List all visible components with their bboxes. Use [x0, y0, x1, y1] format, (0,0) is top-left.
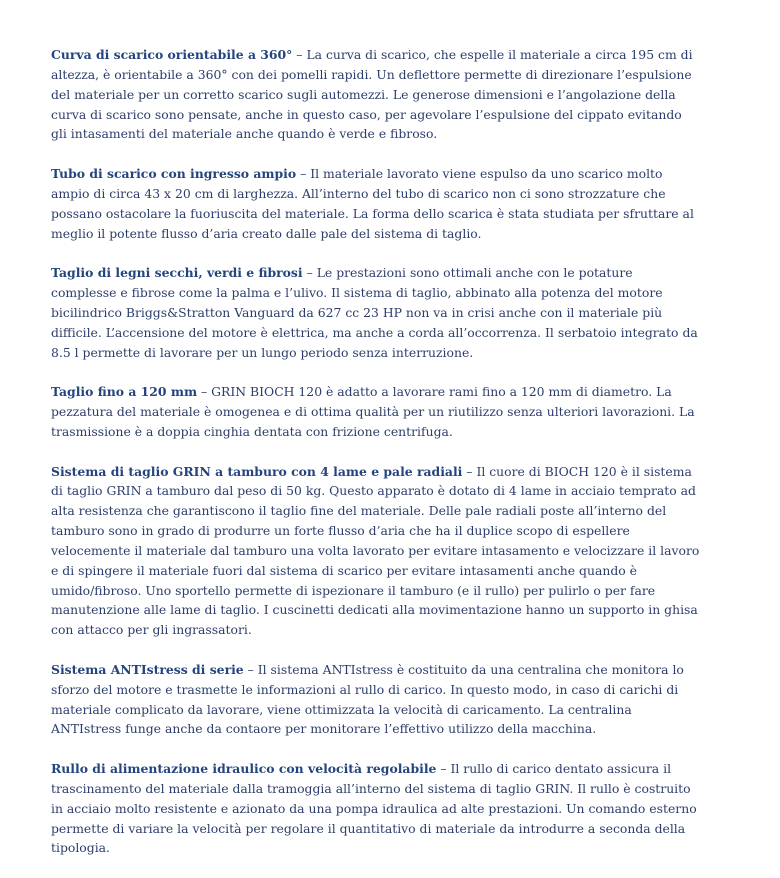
feature-separator: –: [296, 166, 311, 182]
feature-feed-roller: [51, 759, 701, 858]
feature-title: Rullo di alimentazione idraulico con velocità regolabile: [51, 761, 437, 777]
feature-text: Il rullo di carico dentato assicura il trascinamento del materiale dalla tramoggia all’interno del sistema di taglio GRIN. Il rullo è costruito in acciaio molto resistente e azionato da una pompa idraulica ad alte prestazioni. Un comando esterno permette di variare la velocità per regolare il quantitativo di materiale da introdurre a seconda della tipologia.: [51, 761, 697, 856]
feature-title: Taglio fino a 120 mm: [51, 384, 198, 400]
feature-title: Sistema ANTIstress di serie: [51, 661, 244, 677]
feature-title: Taglio di legni secchi, verdi e fibrosi: [51, 265, 303, 281]
feature-text: GRIN BIOCH 120 è adatto a lavorare rami fino a 120 mm di diametro. La pezzatura del materiale è omogenea e di ottima qualità per un riutilizzo senza ulteriori lavorazioni. La trasmissione è a doppia cinghia dentata con frizione centrifuga.: [51, 384, 695, 439]
feature-wood-cutting: [51, 263, 701, 362]
feature-separator: –: [436, 761, 451, 777]
feature-separator: –: [462, 463, 477, 479]
feature-separator: –: [292, 47, 307, 62]
feature-text: La curva di scarico, che espelle il materiale a circa 195 cm di altezza, è orientabile a 360° con dei pomelli rapidi. Un deflettore permette di direzionare l’espulsione del materiale per un corretto scarico sugli automezzi. Le generose dimensioni e l’angolazione della curva di scarico sono pensate, anche in questo caso, per agevolare l’espulsione del cippato evitando gli intasamenti del materiale anche quando è verde e fibroso.: [51, 47, 693, 142]
feature-antistress-system: [51, 660, 701, 739]
feature-separator: –: [197, 384, 212, 400]
feature-text: Il materiale lavorato viene espulso da uno scarico molto ampio di circa 43 x 20 cm di larghezza. All’interno del tubo di scarico non ci sono strozzature che possano ostacolare la fuoriuscita del materiale. La forma dello scarica è stata studiata per sfruttare al meglio il potente flusso d’aria creato dalle pale del sistema di taglio.: [51, 166, 694, 241]
feature-title: Curva di scarico orientabile a 360°: [51, 47, 293, 62]
feature-discharge-chute: [51, 45, 701, 144]
feature-title: Sistema di taglio GRIN a tamburo con 4 lame e pale radiali: [51, 463, 463, 479]
feature-drum-cutting-system: [51, 462, 701, 641]
feature-text: Il sistema ANTIstress è costituito da una centralina che monitora lo sforzo del motore e trasmette le informazioni al rullo di carico. In questo modo, in caso di carichi di materiale complicato da lavorare, viene ottimizzata la velocità di caricamento. La centralina ANTIstress funge anche da contaore per monitorare l’effettivo utilizzo della macchina.: [51, 661, 684, 737]
feature-cutting-capacity: [51, 382, 701, 442]
feature-separator: –: [302, 265, 317, 281]
feature-title: Tubo di scarico con ingresso ampio: [51, 166, 297, 182]
feature-text: Il cuore di BIOCH 120 è il sistema di taglio GRIN a tamburo dal peso di 50 kg. Questo apparato è dotato di 4 lame in acciaio temprato ad alta resistenza che garantiscono il taglio fine del materiale. Delle pale radiali poste all’interno del tamburo sono in grado di produrre un forte flusso d’aria che ha il duplice scopo di espellere velocemente il materiale dal tamburo una volta lavorato per evitare intasamento e velocizzare il lavoro e di spingere il materiale fuori dal sistema di scarico per evitare intasamenti anche quando è umido/fibroso. Uno sportello permette di ispezionare il tamburo (e il rullo) per pulirlo o per fare manutenzione alle lame di taglio. I cuscinetti dedicati alla movimentazione hanno un supporto in ghisa con attacco per gli ingrassatori.: [51, 463, 700, 638]
feature-discharge-tube: [51, 164, 701, 243]
feature-text: Le prestazioni sono ottimali anche con le potature complesse e fibrose come la palma e l’ulivo. Il sistema di taglio, abbinato alla potenza del motore bicilindrico Briggs&Stratton Vanguard da 627 cc 23 HP non va in crisi anche con il materiale più difficile. L’accensione del motore è elettrica, ma anche a corda all’occorrenza. Il serbatoio integrato da 8.5 l permette di lavorare per un lungo periodo senza interruzione.: [51, 265, 698, 360]
feature-list: [51, 45, 701, 878]
feature-separator: –: [243, 661, 258, 677]
